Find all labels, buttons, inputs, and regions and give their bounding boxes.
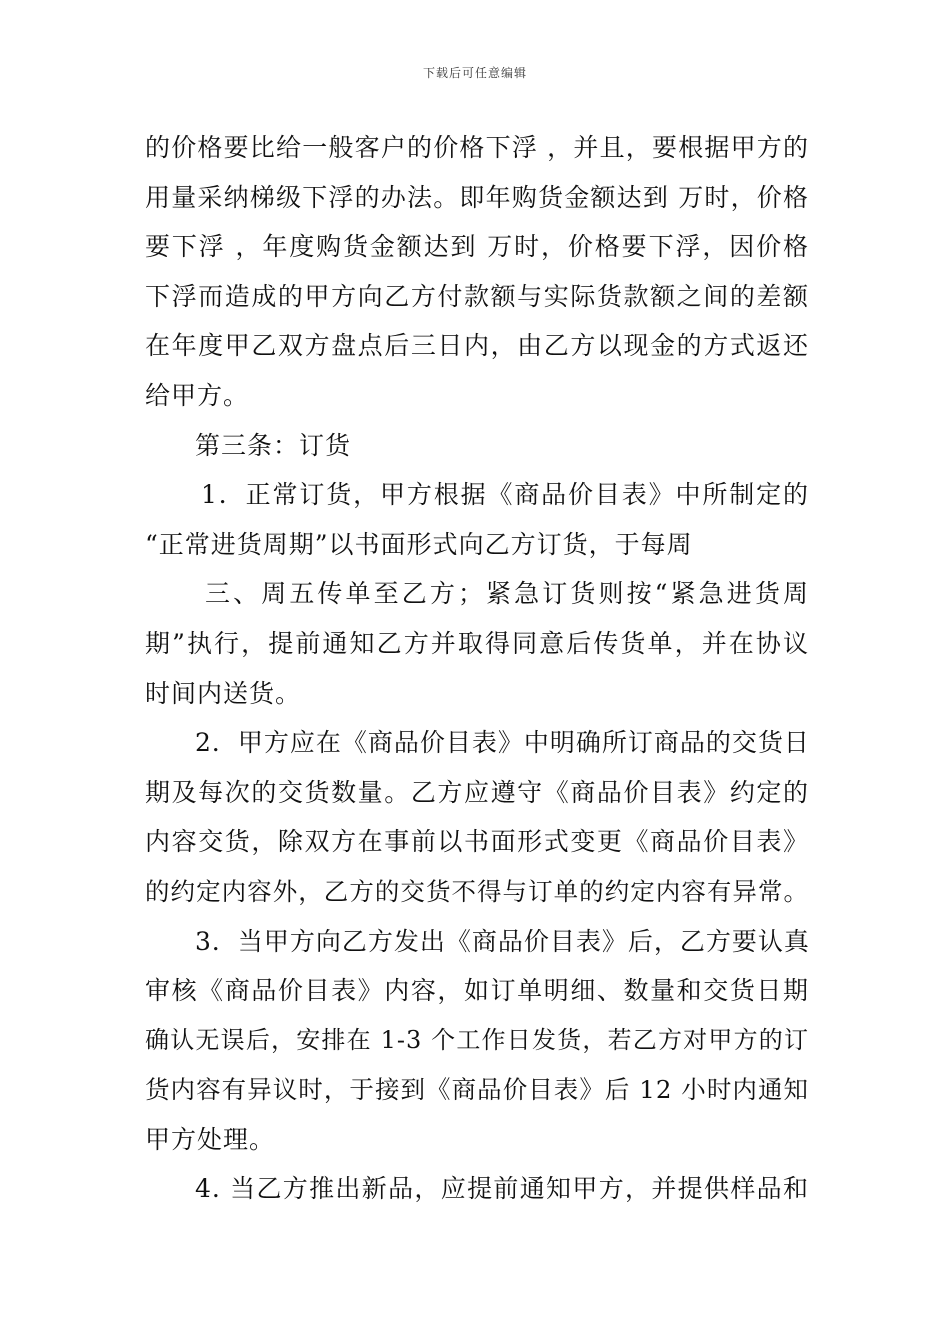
text-line: 用量采纳梯级下浮的办法。即年购货金额达到 万时，价格 (145, 182, 809, 212)
text-line: 期及每次的交货数量。乙方应遵守《商品价目表》约定的 (145, 777, 809, 807)
text-line: 内容交货，除双方在事前以书面形式变更《商品价目表》 (145, 827, 809, 857)
text-line: 期”执行，提前通知乙方并取得同意后传货单，并在协议 (145, 628, 809, 658)
page-header: 下载后可任意编辑 (422, 66, 527, 80)
text-line: 甲方处理。 (145, 1124, 276, 1154)
text-line: 时间内送货。 (145, 678, 302, 708)
text-line: 2．甲方应在《商品价目表》中明确所订商品的交货日 (195, 728, 810, 758)
text-line: 确认无误后，安排在 1-3 个工作日发货，若乙方对甲方的订 (145, 1025, 809, 1054)
document-body (145, 123, 809, 1214)
text-line: 货内容有异议时，于接到《商品价目表》后 12 小时内通知 (145, 1075, 809, 1105)
text-line: 在年度甲乙双方盘点后三日内，由乙方以现金的方式返还 (145, 331, 809, 361)
text-line: 的约定内容外，乙方的交货不得与订单的约定内容有异常。 (145, 876, 809, 906)
text-line: “正常进货周期”以书面形式向乙方订货，于每周 (145, 529, 693, 559)
text-line: 审核《商品价目表》内容，如订单明细、数量和交货日期 (145, 976, 809, 1006)
text-line: 要下浮 ，年度购货金额达到 万时，价格要下浮，因价格 (145, 232, 809, 262)
text-line: 给甲方。 (145, 380, 250, 410)
text-line: 的价格要比给一般客户的价格下浮 ，并且，要根据甲方的 (145, 133, 809, 162)
text-line: 3．当甲方向乙方发出《商品价目表》后，乙方要认真 (195, 926, 810, 956)
section-heading: 第三条：订货 (195, 430, 352, 460)
text-line: 1．正常订货，甲方根据《商品价目表》中所制定的 (201, 480, 809, 510)
text-line: 下浮而造成的甲方向乙方付款额与实际货款额之间的差额 (145, 281, 809, 311)
text-line: 4. 当乙方推出新品，应提前通知甲方，并提供样品和 (195, 1174, 809, 1204)
text-line: 三、周五传单至乙方；紧急订货则按“紧急进货周 (205, 579, 809, 609)
